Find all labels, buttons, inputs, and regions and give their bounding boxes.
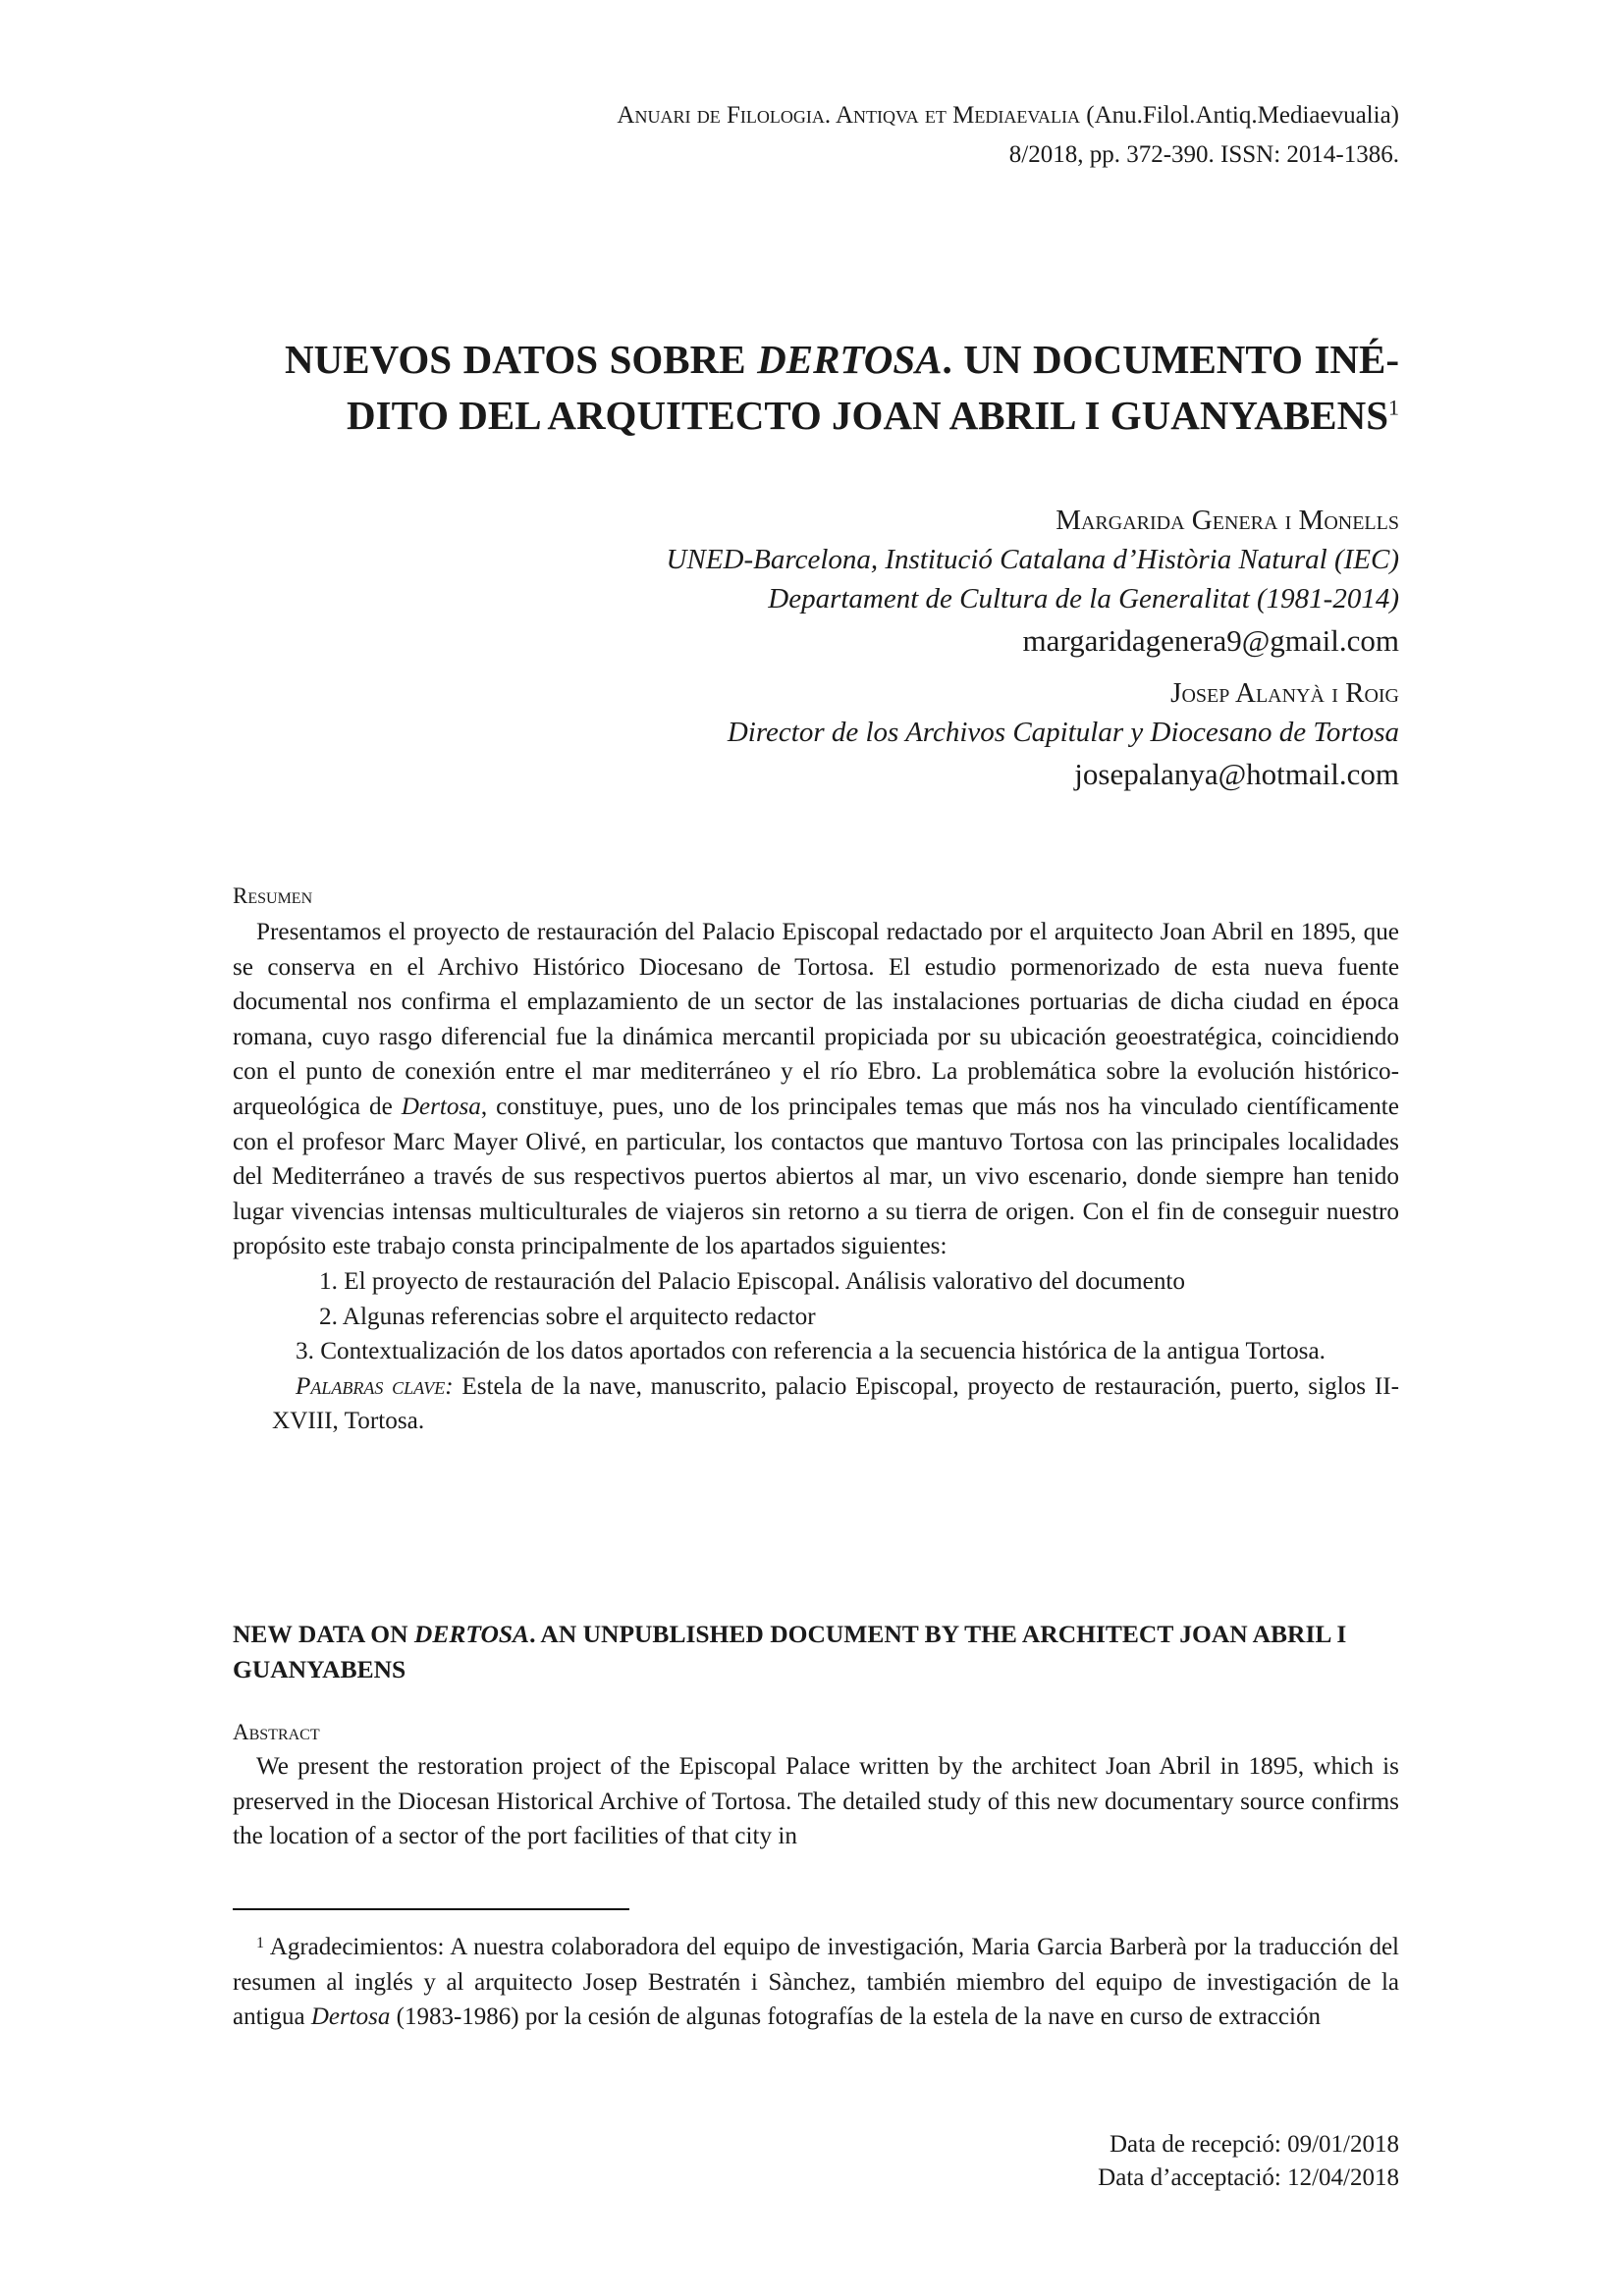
author-2: [319, 673, 1399, 797]
author-affiliation: Director de los Archivos Capitular y Diocesano de Tortosa: [727, 717, 1399, 748]
footnote: [233, 1930, 1399, 2035]
footnote-text-2: (1983-1986) por la cesión de algunas fotografías de la estela de la nave en curso de extracción: [390, 2003, 1321, 2030]
keywords-text: Estela de la nave, manuscrito, palacio Episcopal, proyecto de restauración, puerto, siglos II-XVIII, Tortosa.: [272, 1372, 1399, 1435]
title-part2: . UN DOCUMENTO INÉ-DITO DEL ARQUITECTO JOAN ABRIL I GUANYABENS: [347, 337, 1400, 438]
author-1: [319, 501, 1399, 664]
author-email[interactable]: margaridagenera9@gmail.com: [1022, 623, 1399, 658]
footnote-number: 1: [256, 1935, 264, 1951]
journal-issue-line: 8/2018, pp. 372-390. ISSN: 2014-1386.: [1008, 141, 1399, 168]
journal-abbrev: (Anu.Filol.Antiq.Mediaevualia): [1086, 102, 1399, 129]
submission-dates: [810, 2128, 1399, 2195]
received-date: Data de recepció: 09/01/2018: [1109, 2131, 1399, 2158]
authors-block: [319, 501, 1399, 807]
abstract-paragraph: We present the restoration project of the Episcopal Palace written by the architect Joan Abril in 1895, which is preserved in the Diocesan Historical Archive of Tortosa. The detailed study of this new documentary source confirms the location of a sector of the port facilities of that city in: [233, 1753, 1399, 1850]
resumen-text-1: Presentamos el proyecto de restauración del Palacio Episcopal redactado por el arquitecto Joan Abril en 1895, que se conserva en el Archivo Histórico Diocesano de Tortosa. El estudio pormenorizado de esta nueva fuente documental nos confirma el emplazamiento de un sector de las instalaciones portuarias de dicha ciudad en época romana, cuyo rasgo diferencial fue la dinámica mercantil propiciada por su ubicación geoestratégica, coincidiendo con el punto de conexión entre el mar mediterráneo y el río Ebro. La problemática sobre la evolución histórico-arqueológica de: [233, 919, 1399, 1120]
footnote-text-1: Agradecimientos: A nuestra colaboradora del equipo de investigación, Maria Garcia Barberà por la traducción del resumen al inglés y al arquitecto Josep Bestratén i Sànchez, también miembro del equipo de investigación de la antigua: [233, 1934, 1399, 2030]
journal-header: [319, 96, 1399, 175]
author-name: Margarida Genera i Monells: [1056, 505, 1399, 536]
footnote-divider: [233, 1908, 629, 1910]
author-affiliation: Departament de Cultura de la Generalitat (1981-2014): [768, 583, 1399, 614]
keywords: [233, 1369, 1399, 1439]
author-affiliation: UNED-Barcelona, Institució Catalana d’Història Natural (IEC): [666, 544, 1399, 575]
title-italic: DERTOSA: [757, 337, 943, 382]
abstract-label: Abstract: [233, 1720, 320, 1744]
resumen-paragraph: [233, 915, 1399, 1264]
resumen-text-2: , constituye, pues, uno de los principales temas que más nos ha vinculado científicamente con el profesor Marc Mayer Olivé, en particular, los contactos que mantuvo Tortosa con las principales localidades del Mediterráneo a través de sus respectivos puertos abiertos al mar, un vivo escenario, donde siempre han tenido lugar vivencias intensas multiculturales de viajeros sin retorno a su tierra de origen. Con el fin de conseguir nuestro propósito este trabajo consta principalmente de los apartados siguientes:: [233, 1093, 1399, 1260]
english-title-part1: NEW DATA ON: [233, 1620, 414, 1648]
keywords-label: Palabras clave:: [296, 1372, 454, 1400]
english-title-part2: . AN UNPUBLISHED DOCUMENT BY THE ARCHITECT JOAN ABRIL I GUANYABENS: [233, 1620, 1347, 1683]
title-footnote-ref[interactable]: 1: [1388, 395, 1399, 420]
resumen-italic: Dertosa: [401, 1093, 481, 1120]
resumen-list-item-1: 1. El proyecto de restauración del Palacio Episcopal. Análisis valorativo del documento: [319, 1267, 1186, 1295]
footnote-paragraph: [233, 1930, 1399, 2035]
resumen-label: Resumen: [233, 883, 313, 908]
accepted-date: Data d’acceptació: 12/04/2018: [1098, 2164, 1399, 2191]
article-title: [285, 332, 1399, 444]
author-name: Josep Alanyà i Roig: [1170, 677, 1399, 709]
resumen-section: [233, 881, 1399, 1439]
journal-title-line: [319, 96, 1399, 135]
author-email[interactable]: josepalanya@hotmail.com: [1074, 757, 1399, 791]
resumen-list-item-2: 2. Algunas referencias sobre el arquitecto redactor: [319, 1303, 816, 1330]
title-part1: NUEVOS DATOS SOBRE: [285, 337, 758, 382]
english-title: [233, 1617, 1399, 1687]
abstract-section: [233, 1718, 1399, 1854]
footnote-italic: Dertosa: [310, 2003, 391, 2030]
journal-name: Anuari de Filologia. Antiqva et Mediaevalia: [617, 102, 1081, 129]
resumen-list-item-3: 3. Contextualización de los datos aportados con referencia a la secuencia histórica de la antigua Tortosa.: [296, 1338, 1326, 1365]
english-title-italic: DERTOSA: [413, 1620, 530, 1648]
